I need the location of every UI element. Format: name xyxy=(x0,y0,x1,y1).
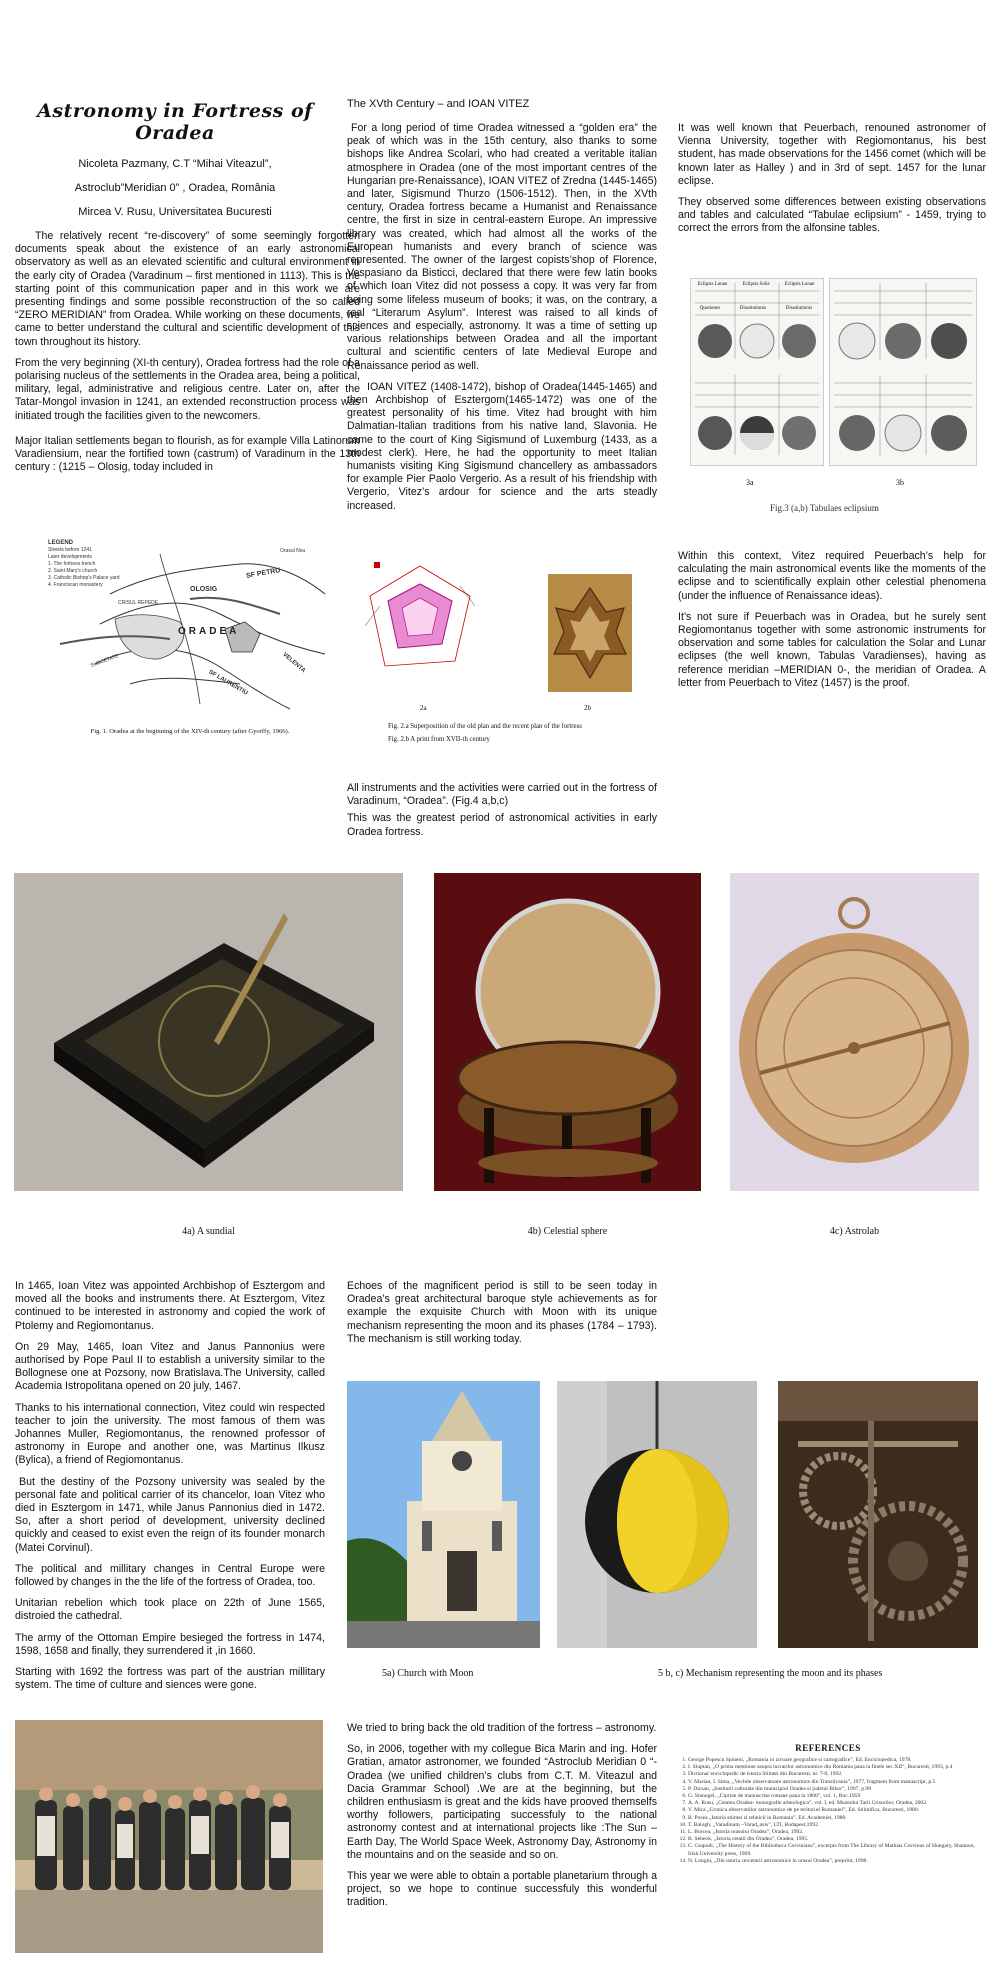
fig3-head-3: Eclipsis Lunae xyxy=(784,282,815,287)
col1-top-text xyxy=(15,230,360,482)
fig4b-caption: 4b) Celestial sphere xyxy=(527,1226,608,1237)
reference-item: 14. N. Longin, „Din istoria cercetarii astronomice in orasul Oradea”, preprint, 1998. xyxy=(688,1858,978,1865)
fig3-caption: Fig.3 (a,b) Tabulaes eclipsium xyxy=(770,503,879,513)
reference-item: 5. P. Dicsan, „Institutii culturale din municipiul Oradea si judetul Bihor”, 1997, p.98 xyxy=(688,1786,978,1793)
meridian-paragraph: It’s not sure if Peuerbach was in Oradea, but he surely sent Regiomontanus together with some astronomic instruments for observation and some tables for calculation the Solar and Lunar eclipses (the well known, Tabulas Varadienses), having as reference meridian –MERIDIAN 0-, the meridian of Oradea. A letter from Peuerbach to Vitez (1457) is the proof. xyxy=(678,610,986,689)
col2-bottom-text xyxy=(347,1280,657,1354)
fig2b-caption: Fig. 2.b A print from XVII-th century xyxy=(388,736,490,743)
fig2a-image xyxy=(360,556,480,681)
reference-item: 3. Dictionar enciclopedic de istoria Stiintei din Bucuresti, nr. 7-8, 1992. xyxy=(688,1771,978,1778)
fig3b-image xyxy=(829,278,977,466)
tradition-paragraph: We tried to bring back the old tradition of the fortress – astronomy. xyxy=(347,1722,657,1734)
astroclub-group-photo xyxy=(15,1720,323,1953)
celestial-sphere-drawing xyxy=(434,873,701,1191)
fig3a-table-sub xyxy=(690,306,822,311)
fig2b-label: 2b xyxy=(584,704,591,712)
vitez-paragraph: IOAN VITEZ (1408-1472), bishop of Oradea(1445-1465) and then Archbishop of Esztergom(1465-1472) was one of the greatest personality of his time. Vitez had brought with him Dalmatian-Italian traditions from his native land, Slavonia. He came to the court of King Sigismund of Luxemburg (1433, as a modest clerk). Here, he had the opportunity to meet Italian humanists visiting King Sigismund chancellery as ambassadors for example Pier Paolo Vergerio. As a result of his friendship with Vergerio, Vitez’s ardour for science and the arts steadly increased. xyxy=(347,380,657,512)
fig1-legend xyxy=(48,540,138,589)
fig4a-sundial-photo xyxy=(14,873,403,1191)
fig1-legend-item: 4. Franciscan monastery xyxy=(48,582,103,588)
astroclub-paragraph: So, in 2006, together with my collegue Bica Marin and ing. Hofer Gratian, amator astronomer, we founded “Astroclub Meridian 0 “-Oradea (we unified children’s clubs from C.T. M. Viteazul and Dacia Grammar School) .We are at the beginning, but the children enthusiasm is great and the kids have prooved themselfs worthy followers, participating successfuly to the national astronomy contest and at international projects like :The Sun – Earth Day, The World Space Week, Astronomy Day, Astronomy in the mountains and on the seaside and so on. xyxy=(347,1743,657,1861)
col2-mid-text xyxy=(347,782,657,847)
church-drawing xyxy=(347,1381,540,1648)
fig4c-astrolab-photo xyxy=(730,873,979,1191)
author-line-3: Mircea V. Rusu, Universitatea Bucuresti xyxy=(78,206,272,218)
fig4c-caption: 4c) Astrolab xyxy=(829,1226,880,1237)
italian-paragraph: Major Italian settlements began to flourish, as for example Villa Latinorum Varadiensium, near the fortified town (castrum) of Varadinum in the 13th century : (1215 – Olosig, today included in xyxy=(15,434,360,474)
reference-item: 11. L. Borcea, „Istoria orasului Oradea”, Oradea, 1992. xyxy=(688,1829,978,1836)
reference-item: 1. George Popescu Spineni, „Romania in izvoare geografice si cartografice”, Ed. Enciclopedica, 1978. xyxy=(688,1757,978,1764)
esztergom-paragraph: In 1465, Ioan Vitez was appointed Archbishop of Esztergom and moved all the books and instruments there. At Esztergom, Vitez continued to be interested in astronomy and copied the work of Ptolemy and Regiomontanus. xyxy=(15,1280,325,1332)
reference-item: 4. V. Marian, I. Sima, „Vechile observatoare astronomice din Transilvania”, 1977, fragment from manuscript, p.5 xyxy=(688,1779,978,1786)
instruments-paragraph: All instruments and the activities were carried out in the fortress of Varadinum, “Oradea”. (Fig.4 a,b,c) xyxy=(347,782,657,808)
fig3-head-2: Eclipsis Solis xyxy=(742,282,770,287)
map-label-velenta: VELENTA xyxy=(281,651,307,675)
context-paragraph: Within this context, Vitez required Peuerbach’s help for calculating the main astronomical events like the moments of the eclipse and to scientifically explain other celestial phenomena (under the influence of Renaissance ideas). xyxy=(678,550,986,602)
astrolab-drawing xyxy=(730,873,979,1191)
fig3a-table-heads xyxy=(690,282,822,287)
col1-bottom-text xyxy=(15,1280,325,1700)
fig3-sub-1: Quotienes xyxy=(699,306,721,311)
col3-top-text xyxy=(678,122,986,244)
col2-final-text xyxy=(347,1722,657,1918)
references-list xyxy=(678,1757,978,1865)
unitarian-paragraph: Unitarian rebelion which took place on 22th of June 1565, distroied the cathedral. xyxy=(15,1597,325,1623)
fig1-legend-item: 1. The fortress trench xyxy=(48,561,96,567)
reference-item: 10. T. Balogh, „Varadinum –Varad„nsis”, LTI, Budapest,1992. xyxy=(688,1822,978,1829)
group-photo-drawing xyxy=(15,1720,323,1953)
fig2b-image xyxy=(548,574,632,692)
sundial-drawing xyxy=(14,873,403,1191)
map-label-crisul: CRISUL REPEDE xyxy=(118,600,159,606)
author-line-2: Astroclub”Meridian 0” , Oradea, România xyxy=(74,182,276,194)
fig4a-caption: 4a) A sundial xyxy=(182,1226,235,1237)
political-paragraph: The political and millitary changes in Central Europe were followed by changes in the the life of the fortress of Oradea, too. xyxy=(15,1562,325,1589)
fig3-sub-2: Dissolutionis xyxy=(739,306,767,311)
intro-paragraph: The relatively recent “re-discovery” of some seemingly forgotten documents speak about the existence of an early astronomical observatory as well as an elevated scientific and cultural environment in the early city of Oradea (Varadinum – first mentioned in 1113). This is the starting point of this communication paper and in this work we are presenting findings and some possible reconstruction of the so called “ZERO MERIDIAN” from Oradea. While working on these documents, we came to better understand the cultural and scientific development of this town throughout its history. xyxy=(15,230,360,348)
map-label-sf-petru: SF PETRU xyxy=(245,567,281,580)
fig1-legend-title: LEGEND xyxy=(48,540,74,546)
map-label-oradea: ORADEA xyxy=(178,626,240,637)
map-label-olosig: OLOSIG xyxy=(190,586,218,593)
col3-mid-text xyxy=(678,550,986,698)
fig5b-moon-mechanism-photo xyxy=(557,1381,757,1648)
greatest-period-paragraph: This was the greatest period of astronomical activities in early Oradea fortress. xyxy=(347,812,657,838)
fig4b-celestial-sphere-photo xyxy=(434,873,701,1191)
echoes-paragraph: Echoes of the magnificent period is still to be seen today in Oradea’s great architectural baroque style achievements as for example the exquisite Church with Moon with its unique mechanism representing the moon and its phases (1784 – 1793). The mechanism is still working today. xyxy=(347,1280,657,1345)
fig1-legend-item: 2. Saint Mary's church xyxy=(48,568,98,574)
fig1-legend-item: Streets before 1241 xyxy=(48,547,92,553)
fig3a-label: 3a xyxy=(746,478,754,487)
reference-item: 8. V. Mica „Cronica observatiilor astronomice de pe teritoriul Romaniei”, Ed. Stiintifica, Bucuresti, 1980. xyxy=(688,1807,978,1814)
map-label-orasul-nou: Orasul Nou xyxy=(280,548,306,554)
fig2a-label: 2a xyxy=(420,704,427,712)
fig3-head-1: Eclipsis Lunae xyxy=(697,282,728,287)
gears-drawing xyxy=(778,1381,978,1648)
map-label-subcetate: SUBCETATE xyxy=(89,653,120,669)
fig5c-gears-photo xyxy=(778,1381,978,1648)
history-paragraph: From the very beginning (XI-th century), Oradea fortress had the role of a polarising nucleus of the settlements in the Oradea area, being a political, military, legal, administrative and religious centre. Later on, after the Tatar-Mongol invasion in 1241, an extended reconstruction process was initiated trough the facilities given to the newcomers. xyxy=(15,356,360,422)
university-paragraph: On 29 May, 1465, Ioan Vitez and Janus Pannonius were authorised by Pope Paul II to establish a university similar to the Bollognese one at Pozsony, now Bratislava.The University, called Academia Istropolitana opened on 20 july, 1467. xyxy=(15,1340,325,1393)
tabulae-paragraph: They observed some differences between existing observations and tables and calculated “Tabulae eclipsium” - 1459, trying to correct the errors from the alfonsine tables. xyxy=(678,196,986,235)
reference-item: 6. G. Stanugel, „Ciprian de manuscrise romane pana la 1800”, vol. 1, Buc.1959 xyxy=(688,1793,978,1800)
fig5bc-caption: 5 b, c) Mechanism representing the moon and its phases xyxy=(658,1668,883,1679)
reference-item: 7. A. A. Rusu, „Cetatea Oradea- monografie arheologica”, vol. I, ed. Muzeului Tarii Crisurilor, Oradea, 2002. xyxy=(688,1800,978,1807)
references-title: REFERENCES xyxy=(795,1743,861,1753)
col2-top-text xyxy=(347,122,657,521)
map-label-sf-laurentiu: SF LAURENTIU xyxy=(207,669,249,697)
planetarium-paragraph: This year we were able to obtain a portable planetarium through a project, so we hope to continue successfuly this wonderful tradition. xyxy=(347,1870,657,1909)
reference-item: 2. I. Sluptan, „O prima mentiune asupra lucrarilor astronomice din Romania pana la finele sec.XII”, Bucuresti, 1993, p.4 xyxy=(688,1764,978,1771)
golden-era-paragraph: For a long period of time Oradea witnessed a “golden era” the peak of which was in the 15th century, also thanks to some bishops like Andrea Scolari, who had created a veritable italian atmosphere in Oradea (one of the most important centres of the Hungarian pre-Renaissance), IOAN VITEZ of Zredna (1445-1465) and later, Sigismund Thurzo (1506-1512). Then, in the XVth century, Oradea fortress became a Humanist and Renaissance centre, the first in size in central-eastern Europe. An impressive library was created, which had almost all the works of the European humanists and every branch of science was represented. The owner of the largest copists’shop of Florence, Vespasiano da Bisticci, declared that there were few latin books of which Ioan Vitez did not possess a copy. It was very far from being some lifeless museum of books; it was, on the contrary, a real “Literarum Asylum”. Interest was raised to all kinds of sciences and especially, astronomy. It was a time of setting up various relationships between Oradea and all the important cultural and scientific centers of late Medieval Europe and Renaissance period as well. xyxy=(347,122,657,372)
moon-sphere-drawing xyxy=(557,1381,757,1648)
reference-item: 12. B. Sebeok, „Istoria cetatii din Oradea”, Oradea, 1995. xyxy=(688,1836,978,1843)
fig2a-caption: Fig. 2.a Superposition of the old plan and the recent plan of the fortress xyxy=(388,723,582,730)
reference-item: 9. B. Posea „Istoria stiintei si tehnicii in Romania”, Ed. Academiei, 1988. xyxy=(688,1815,978,1822)
references-section xyxy=(678,1743,978,1865)
peuerbach-paragraph: It was well known that Peuerbach, renouned astronomer of Vienna University, together with Regiomontanus, his best student, has made observations for the 1456 comet (which will be known later as Halley ) and in 3rd of sept. 1457 for the lunar eclipse. xyxy=(678,122,986,187)
fig3b-eclipse-table xyxy=(830,279,976,465)
xvii-century-print xyxy=(548,574,632,692)
paper-title: Astronomy in Fortress of Oradea xyxy=(37,100,313,144)
fig5a-caption: 5a) Church with Moon xyxy=(382,1668,474,1679)
fig3-sub-3: Dissolutionis xyxy=(785,306,813,311)
section-heading-xv: The XVth Century – and IOAN VITEZ xyxy=(347,98,530,110)
author-line-1: Nicoleta Pazmany, C.T “Mihai Viteazul”, xyxy=(78,158,272,170)
reference-item: 13. C. Csapodi, „The History of the Bibliotheca Corviniana”, excerpts from The Library of Mathias Corvinus of Hungary, Shannon, Irish University press, 1969. xyxy=(688,1843,978,1857)
fig3b-label: 3b xyxy=(896,478,904,487)
regiomontanus-paragraph: Thanks to his international connection, Vitez could win respected teacher to join the university. The most famous of them was Johannes Muller, Regiomontanus, the renowned professor of astronomy in Europe and another one, was Martinus Ilkusz (Bylica), a friend of Regiomontanus. xyxy=(15,1401,325,1467)
fig5a-church-photo xyxy=(347,1381,540,1648)
fig1-legend-item: Later developments xyxy=(48,554,92,560)
fortress-plan-drawing xyxy=(360,556,480,681)
ottoman-paragraph: The army of the Ottoman Empire besieged the fortress in 1474, 1598, 1658 and finally, they surrendered it ,in 1660. xyxy=(15,1631,325,1657)
fig1-caption: Fig. 1. Oradea at the beginning of the XIV-th century (after Gyorffy, 1966). xyxy=(90,728,290,735)
austrian-paragraph: Starting with 1692 the fortress was part of the austrian millitary system. The time of culture and siences were gone. xyxy=(15,1666,325,1692)
fig1-legend-item: 3. Catholic Bishop's Palace yard xyxy=(48,575,120,581)
destiny-paragraph: But the destiny of the Pozsony university was sealed by the personal fate and political carrier of its chancelor, Ioan Vitez who died in Esztergom in 1471, while Janus Pannonius died in 1472. So, after a short period of development, university declined quickly and ceased to exist even the reign of its founder monarch (Matei Corvinul). xyxy=(15,1475,325,1554)
